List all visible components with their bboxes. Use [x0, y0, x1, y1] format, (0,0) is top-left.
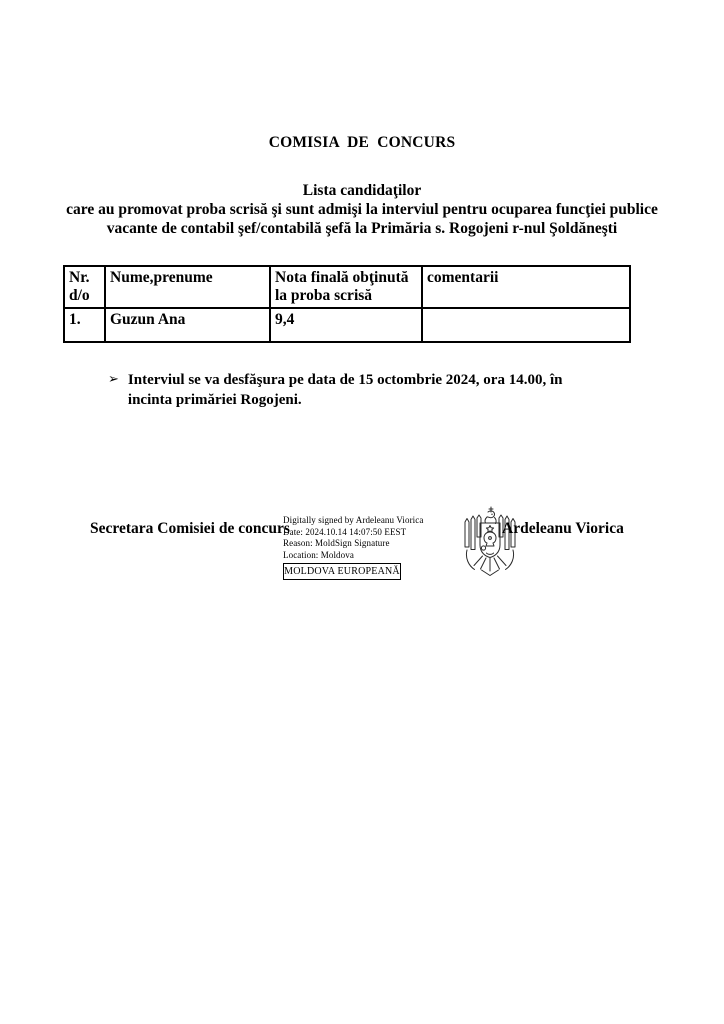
document-heading: [40, 182, 684, 238]
signature-role-label: Secretara Comisiei de concurs: [90, 520, 290, 537]
header-cell-nr: Nr. d/o: [64, 266, 105, 308]
digital-signature-line: Location: Moldova: [283, 550, 354, 561]
candidates-table: [63, 265, 631, 343]
heading-line-1: Lista candidaţilor: [302, 182, 422, 199]
heading-line-3: vacante de contabil şef/contabilă şefă la Primăria s. Rogojeni r-nul Şoldăneşti: [106, 219, 618, 237]
header-cell-name: Nume,prenume: [105, 266, 270, 308]
interview-note-text: Interviul se va desfăşura pe data de 15 octombrie 2024, ora 14.00, în incinta primăriei Rogojeni.: [127, 372, 563, 408]
heading-line-2: care au promovat proba scrisă şi sunt admişi la interviul pentru ocuparea funcţiei publice: [66, 200, 658, 218]
moldova-coat-of-arms-icon: [462, 506, 518, 584]
header-cell-comments: comentarii: [422, 266, 630, 308]
digital-signature-line: Date: 2024.10.14 14:07:50 EEST: [283, 526, 407, 537]
table-header-row: [64, 266, 630, 308]
signer-name: Ardeleanu Viorica: [502, 520, 624, 537]
document-title: COMISIA DE CONCURS: [268, 134, 456, 151]
digital-signature-line: Reason: MoldSign Signature: [283, 538, 390, 549]
table-row: [64, 308, 630, 342]
interview-note: [108, 370, 608, 410]
signature-badge: MOLDOVA EUROPEANĂ: [283, 563, 401, 580]
header-cell-score: Nota finală obţinută la proba scrisă: [270, 266, 422, 308]
arrowhead-bullet-icon: ➢: [108, 372, 119, 387]
cell-score: 9,4: [270, 308, 422, 342]
cell-nr: 1.: [64, 308, 105, 342]
cell-comments: [422, 308, 630, 342]
digital-signature-details: [283, 515, 453, 562]
digital-signature-line: Digitally signed by Ardeleanu Viorica: [283, 515, 424, 525]
cell-name: Guzun Ana: [105, 308, 270, 342]
